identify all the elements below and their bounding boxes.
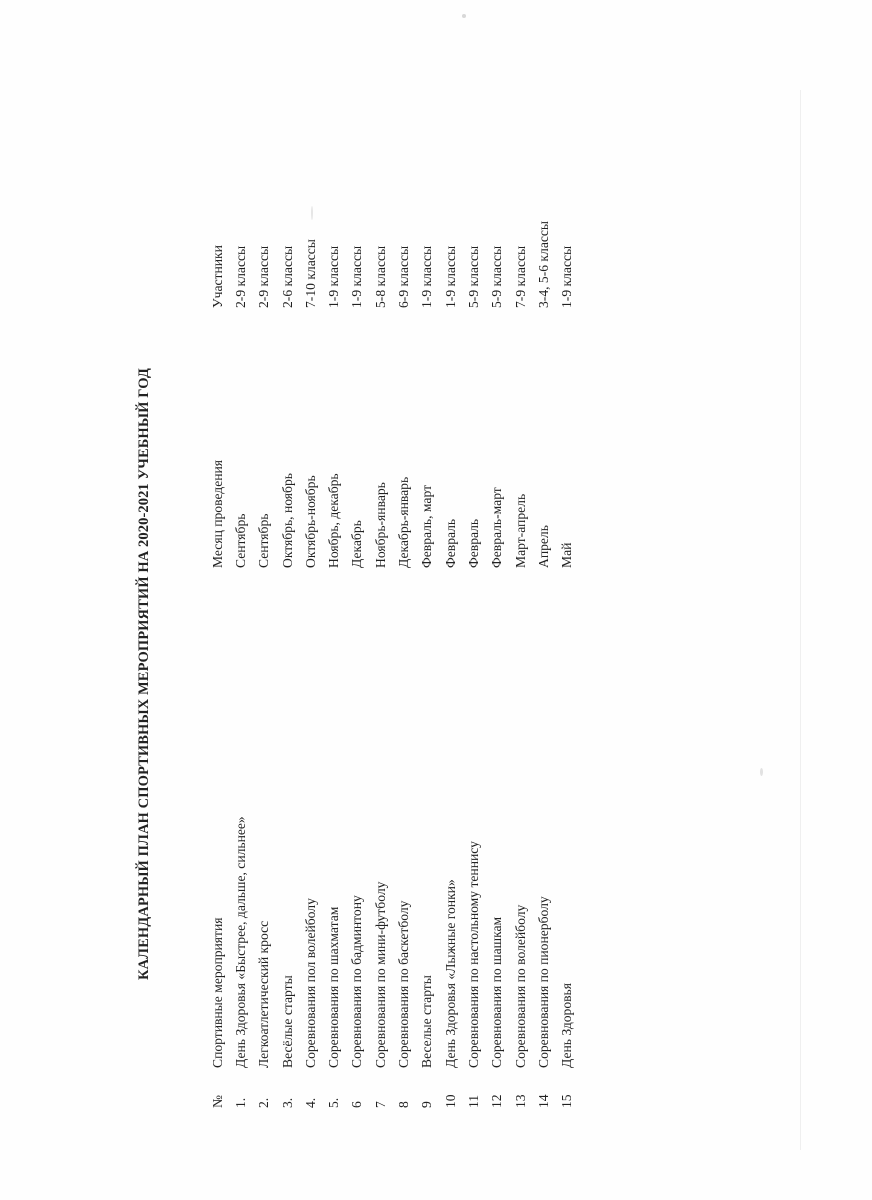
row-event: Легкоатлетический кросс xyxy=(256,920,272,1068)
table-row xyxy=(439,150,462,1110)
table-row xyxy=(253,150,276,1110)
table-row xyxy=(229,150,252,1110)
row-participants: 2-9 классы xyxy=(256,245,272,308)
row-event: Соревнования по мини-футболу xyxy=(372,881,388,1068)
row-event: Соревнования по волейболу xyxy=(512,904,528,1068)
row-month: Декабрь xyxy=(349,520,365,568)
row-participants: 2-6 классы xyxy=(279,245,295,308)
row-month: Март-апрель xyxy=(512,493,528,568)
row-event: Соревнования по шашкам xyxy=(489,916,505,1068)
row-month: Февраль xyxy=(465,518,481,568)
table-header-row xyxy=(206,150,229,1110)
table-row xyxy=(369,150,392,1110)
scan-speck xyxy=(462,14,466,18)
table-row xyxy=(346,150,369,1110)
row-num: 4. xyxy=(302,1097,318,1108)
row-participants: 7-10 классы xyxy=(302,239,318,308)
row-event: Весёлые старты xyxy=(279,975,295,1068)
row-month: Октябрь-ноябрь xyxy=(302,475,318,568)
events-table xyxy=(206,150,579,1110)
row-event: Соревнования по шахматам xyxy=(326,906,342,1068)
row-participants: 1-9 классы xyxy=(349,245,365,308)
row-month: Ноябрь-январь xyxy=(372,482,388,568)
row-month: Октябрь, ноябрь xyxy=(279,473,295,568)
row-month: Сентябрь xyxy=(232,513,248,568)
table-row xyxy=(299,150,322,1110)
row-month: Май xyxy=(559,542,575,568)
row-event: Соревнования по баскетболу xyxy=(396,900,412,1068)
row-num: 11 xyxy=(465,1094,481,1108)
row-event: День Здоровья xyxy=(559,983,575,1068)
row-participants: 5-8 классы xyxy=(372,245,388,308)
header-month: Месяц проведения xyxy=(209,459,225,568)
row-num: 8 xyxy=(396,1101,412,1108)
row-participants: 5-9 классы xyxy=(489,245,505,308)
row-participants: 1-9 классы xyxy=(326,245,342,308)
row-event: День Здоровья «Лыжные гонки» xyxy=(442,879,458,1068)
row-num: 5. xyxy=(326,1097,342,1108)
row-event: Соревнования по настольному теннису xyxy=(465,841,481,1068)
row-num: 2. xyxy=(256,1097,272,1108)
row-event: Соревнования по бадминтону xyxy=(349,895,365,1068)
row-month: Ноябрь, декабрь xyxy=(326,473,342,568)
row-num: 1. xyxy=(232,1097,248,1108)
table-row xyxy=(416,150,439,1110)
header-event: Спортивные мероприятия xyxy=(209,917,225,1068)
row-participants: 1-9 классы xyxy=(559,245,575,308)
row-month: Февраль xyxy=(442,518,458,568)
row-participants: 1-9 классы xyxy=(442,245,458,308)
document-title: КАЛЕНДАРНЫЙ ПЛАН СПОРТИВНЫХ МЕРОПРИЯТИЙ НА 2020-2021 УЧЕБНЫЙ ГОД xyxy=(136,368,152,980)
row-event: Соревнования по пионерболу xyxy=(535,896,551,1068)
row-month: Февраль-март xyxy=(489,487,505,568)
row-num: 15 xyxy=(559,1094,575,1108)
row-num: 7 xyxy=(372,1101,388,1108)
row-num: 6 xyxy=(349,1101,365,1108)
row-num: 12 xyxy=(489,1094,505,1108)
row-month: Декабрь-январь xyxy=(396,476,412,568)
row-month: Февраль, март xyxy=(419,484,435,568)
table-row xyxy=(509,150,532,1110)
table-row xyxy=(276,150,299,1110)
table-row xyxy=(392,150,415,1110)
table-row xyxy=(486,150,509,1110)
row-num: 14 xyxy=(535,1094,551,1108)
row-participants: 7-9 классы xyxy=(512,245,528,308)
row-participants: 5-9 классы xyxy=(465,245,481,308)
row-num: 13 xyxy=(512,1094,528,1108)
row-num: 10 xyxy=(442,1094,458,1108)
table-row xyxy=(462,150,485,1110)
table-body xyxy=(229,150,578,1110)
scan-edge xyxy=(800,90,801,1150)
row-month: Апрель xyxy=(535,525,551,568)
row-participants: 1-9 классы xyxy=(419,245,435,308)
row-num: 9 xyxy=(419,1101,435,1108)
scan-speck xyxy=(760,768,763,776)
row-num: 3. xyxy=(279,1097,295,1108)
row-event: Соревнования пол волейболу xyxy=(302,898,318,1068)
header-num: № xyxy=(209,1095,225,1108)
table-row xyxy=(555,150,578,1110)
row-participants: 3-4, 5-6 классы xyxy=(535,220,551,308)
rotated-page xyxy=(136,150,596,1110)
row-event: Веселые старты xyxy=(419,975,435,1068)
table-row xyxy=(532,150,555,1110)
header-participants: Участники xyxy=(209,245,225,308)
table-row xyxy=(322,150,345,1110)
row-event: День Здоровья «Быстрее, дальше, сильнее» xyxy=(232,816,248,1068)
row-participants: 2-9 классы xyxy=(232,245,248,308)
row-month: Сентябрь xyxy=(256,513,272,568)
row-participants: 6-9 классы xyxy=(396,245,412,308)
